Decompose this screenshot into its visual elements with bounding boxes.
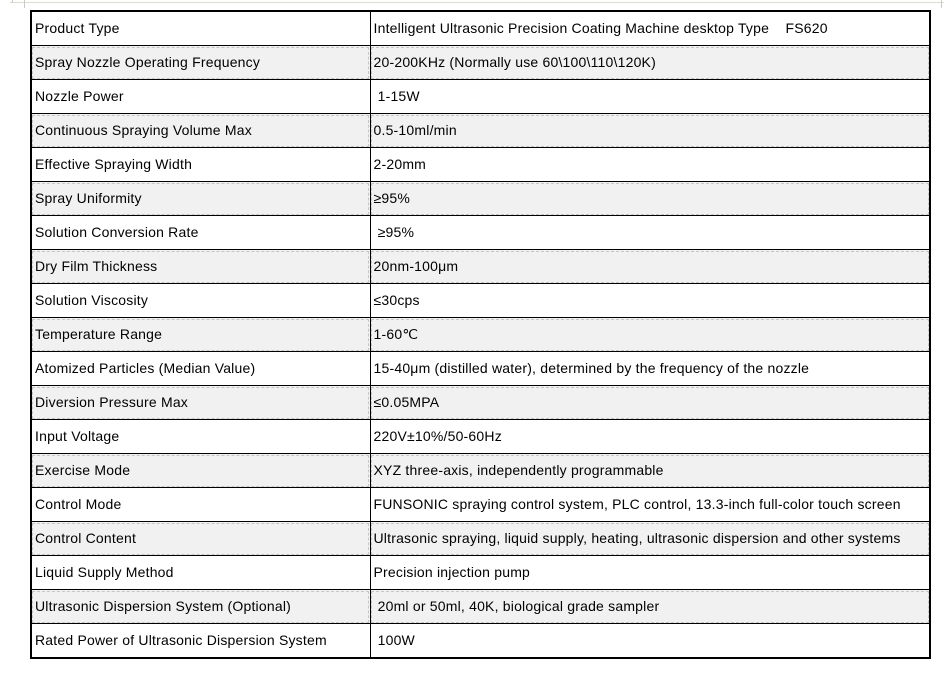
spec-row: [31, 46, 930, 80]
spec-value-cell: ≤30cps: [370, 284, 930, 318]
spec-row: [31, 488, 930, 522]
spec-parameter-cell: Rated Power of Ultrasonic Dispersion System: [31, 624, 370, 659]
screenshot-artifact-tick: [12, 0, 13, 3]
spec-parameter-cell: Solution Viscosity: [31, 284, 370, 318]
spec-row: [31, 590, 930, 624]
screenshot-artifact-line: [10, 2, 944, 3]
spec-value-cell: ≥95%: [370, 182, 930, 216]
spec-value-cell: 1-15W: [370, 80, 930, 114]
spec-parameter-cell: Liquid Supply Method: [31, 556, 370, 590]
spec-value-cell: 20nm-100μm: [370, 250, 930, 284]
spec-parameter-cell: Effective Spraying Width: [31, 148, 370, 182]
spec-value-cell: Ultrasonic spraying, liquid supply, heating, ultrasonic dispersion and other systems: [370, 522, 930, 556]
spec-row: [31, 250, 930, 284]
spec-parameter-cell: Nozzle Power: [31, 80, 370, 114]
spec-parameter-cell: Input Voltage: [31, 420, 370, 454]
spec-parameter-cell: Spray Uniformity: [31, 182, 370, 216]
spec-value-cell: 2-20mm: [370, 148, 930, 182]
spec-parameter-cell: Ultrasonic Dispersion System (Optional): [31, 590, 370, 624]
spec-parameter-cell: Temperature Range: [31, 318, 370, 352]
spec-row: [31, 11, 930, 46]
spec-row: [31, 182, 930, 216]
spec-row: [31, 556, 930, 590]
spec-value-cell: FUNSONIC spraying control system, PLC control, 13.3-inch full-color touch screen: [370, 488, 930, 522]
spec-row: [31, 284, 930, 318]
spec-row: [31, 352, 930, 386]
spec-value-cell: 1-60℃: [370, 318, 930, 352]
screenshot-artifact-tick: [24, 0, 25, 8]
spec-row: [31, 624, 930, 659]
spec-value-cell: 0.5-10ml/min: [370, 114, 930, 148]
spec-parameter-cell: Dry Film Thickness: [31, 250, 370, 284]
spec-row: [31, 454, 930, 488]
spec-row: [31, 114, 930, 148]
spec-row: [31, 318, 930, 352]
spec-value-cell: 220V±10%/50-60Hz: [370, 420, 930, 454]
spec-row: [31, 80, 930, 114]
spec-value-cell: 20ml or 50ml, 40K, biological grade sampler: [370, 590, 930, 624]
spec-value-cell: Precision injection pump: [370, 556, 930, 590]
spec-parameter-cell: Solution Conversion Rate: [31, 216, 370, 250]
specification-table-body: [31, 11, 930, 658]
spec-row: [31, 216, 930, 250]
spec-value-cell: ≤0.05MPA: [370, 386, 930, 420]
spec-value-cell: 20-200KHz (Normally use 60\100\110\120K): [370, 46, 930, 80]
spec-parameter-cell: Atomized Particles (Median Value): [31, 352, 370, 386]
spec-value-cell: Intelligent Ultrasonic Precision Coating Machine desktop Type FS620: [370, 11, 930, 46]
spec-value-cell: ≥95%: [370, 216, 930, 250]
spec-parameter-cell: Continuous Spraying Volume Max: [31, 114, 370, 148]
spec-row: [31, 420, 930, 454]
spec-parameter-cell: Spray Nozzle Operating Frequency: [31, 46, 370, 80]
spec-parameter-cell: Product Type: [31, 11, 370, 46]
screenshot-artifact-tick: [941, 0, 942, 8]
spec-parameter-cell: Diversion Pressure Max: [31, 386, 370, 420]
spec-value-cell: XYZ three-axis, independently programmable: [370, 454, 930, 488]
specification-table: [30, 10, 931, 659]
spec-value-cell: 100W: [370, 624, 930, 659]
spec-row: [31, 148, 930, 182]
spec-parameter-cell: Control Content: [31, 522, 370, 556]
spec-parameter-cell: Exercise Mode: [31, 454, 370, 488]
spec-parameter-cell: Control Mode: [31, 488, 370, 522]
spec-row: [31, 522, 930, 556]
spec-row: [31, 386, 930, 420]
spec-value-cell: 15-40μm (distilled water), determined by the frequency of the nozzle: [370, 352, 930, 386]
